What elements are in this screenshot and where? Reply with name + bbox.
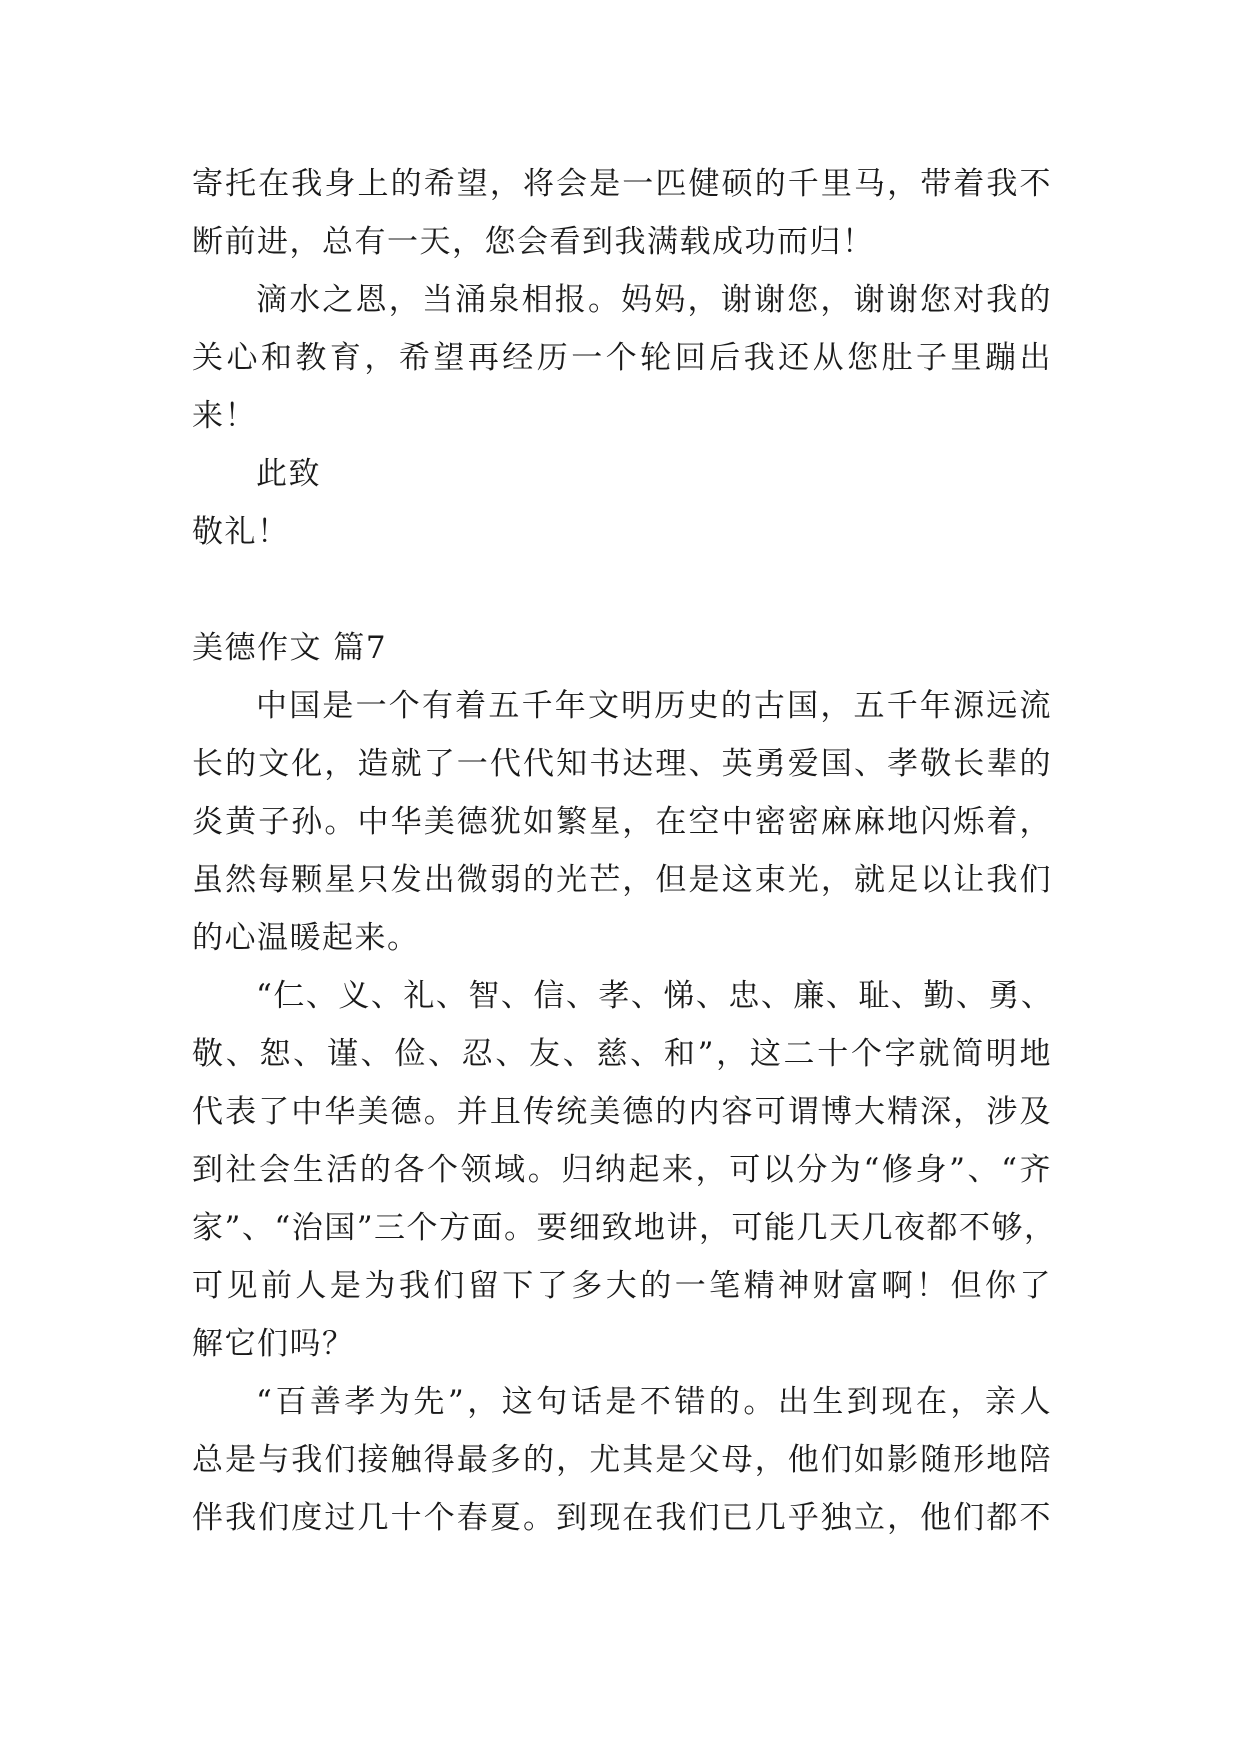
paragraph-letter-continuation — [192, 155, 1052, 271]
text-line: 总是与我们接触得最多的，尤其是父母，他们如影随形地陪 — [192, 1442, 1052, 1478]
text-line: 敬、恕、谨、俭、忍、友、慈、和”，这二十个字就简明地 — [192, 1036, 1052, 1072]
section-heading — [192, 619, 1052, 677]
text-line: 长的文化，造就了一代代知书达理、英勇爱国、孝敬长辈的 — [192, 746, 1052, 782]
text-line: 可见前人是为我们留下了多大的一笔精神财富啊！但你了 — [192, 1268, 1052, 1304]
closing-regards — [192, 503, 1052, 561]
heading-text: 美德作文 篇7 — [192, 630, 388, 666]
paragraph-virtues — [192, 967, 1057, 1373]
text-line: 的心温暖起来。 — [192, 920, 420, 956]
text-line: 伴我们度过几十个春夏。到现在我们已几乎独立，他们都不 — [192, 1500, 1052, 1536]
document-page — [192, 155, 1057, 1547]
text-line: 敬礼！ — [192, 514, 290, 550]
blank-line — [192, 561, 1052, 619]
text-line: 断前进，总有一天，您会看到我满载成功而归！ — [192, 224, 875, 260]
closing-salutation — [192, 445, 1052, 503]
text-line: 寄托在我身上的希望，将会是一匹健硕的千里马，带着我不 — [192, 166, 1052, 202]
text-line: 代表了中华美德。并且传统美德的内容可谓博大精深，涉及 — [192, 1094, 1052, 1130]
paragraph-filial-piety — [192, 1373, 1052, 1547]
text-line: 关心和教育，希望再经历一个轮回后我还从您肚子里蹦出 — [192, 340, 1052, 376]
text-line: 家”、“治国”三个方面。要细致地讲，可能几天几夜都不够， — [192, 1210, 1057, 1246]
text-line: “百善孝为先”，这句话是不错的。出生到现在，亲人 — [256, 1384, 1052, 1420]
text-line: 此致 — [256, 456, 321, 492]
paragraph-intro — [192, 677, 1052, 967]
text-line: 到社会生活的各个领域。归纳起来，可以分为“修身”、“齐 — [192, 1152, 1052, 1188]
text-line: 炎黄子孙。中华美德犹如繁星，在空中密密麻麻地闪烁着， — [192, 804, 1052, 840]
text-line: 滴水之恩，当涌泉相报。妈妈，谢谢您，谢谢您对我的 — [256, 282, 1052, 318]
text-line: 解它们吗？ — [192, 1326, 355, 1362]
text-line: 虽然每颗星只发出微弱的光芒，但是这束光，就足以让我们 — [192, 862, 1052, 898]
text-line: 中国是一个有着五千年文明历史的古国，五千年源远流 — [256, 688, 1052, 724]
text-line: 来！ — [192, 398, 257, 434]
paragraph-gratitude — [192, 271, 1052, 445]
text-line: “仁、义、礼、智、信、孝、悌、忠、廉、耻、勤、勇、 — [256, 978, 1054, 1014]
